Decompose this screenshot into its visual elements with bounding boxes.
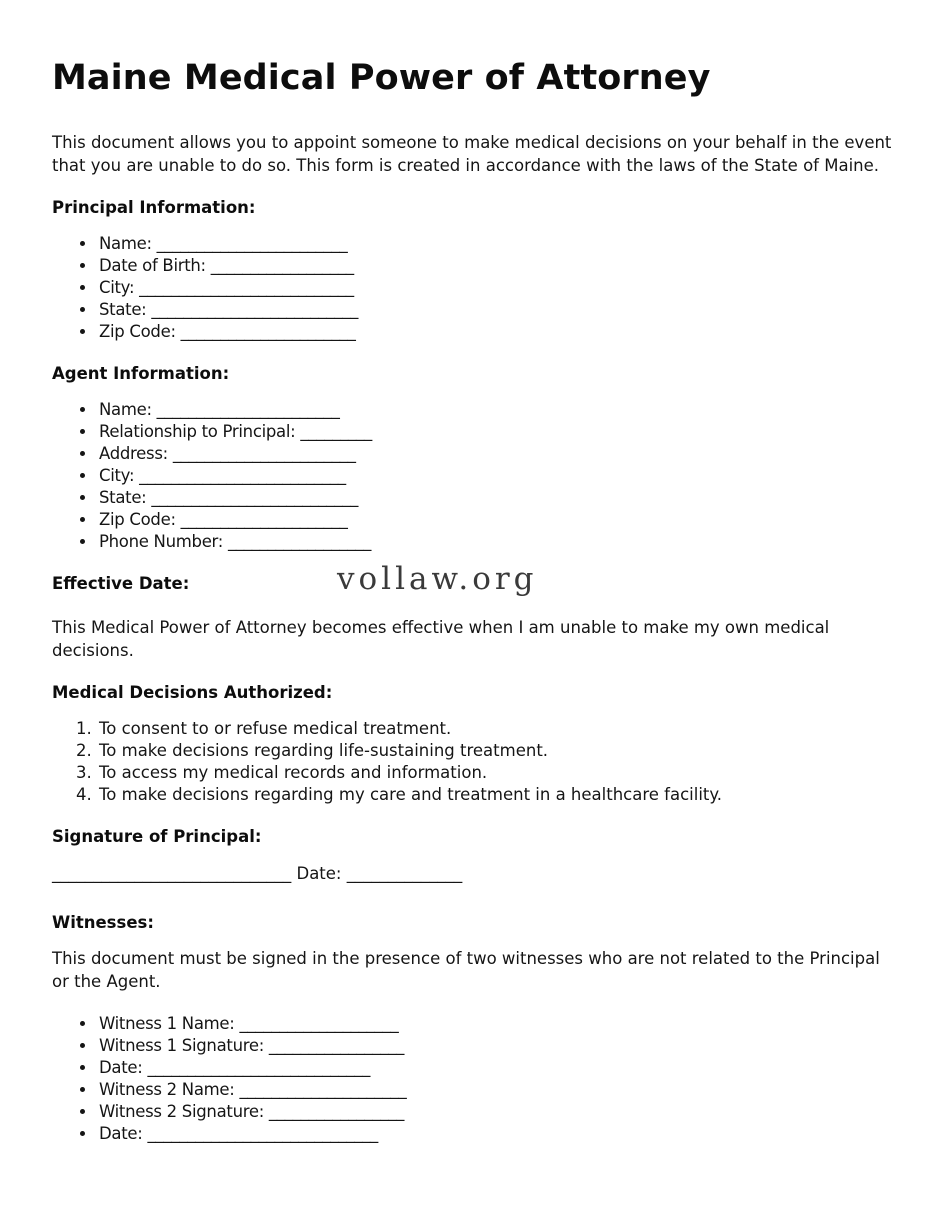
list-item: [97, 740, 892, 762]
list-item: [97, 1123, 892, 1145]
list-item: [97, 255, 892, 277]
agent-field-name: Name: _______________________: [99, 400, 340, 420]
list-item: [97, 399, 892, 421]
list-item: [97, 277, 892, 299]
principal-field-name: Name: ________________________: [99, 234, 348, 254]
agent-field-state: State: __________________________: [99, 488, 359, 508]
list-item: [97, 718, 892, 740]
medical-decision-item-1: To consent to or refuse medical treatment.: [99, 719, 452, 739]
list-item: [97, 487, 892, 509]
medical-decision-item-3: To access my medical records and information.: [99, 763, 488, 783]
principal-field-date-of-birth: Date of Birth: __________________: [99, 256, 354, 276]
document-content: [52, 58, 892, 1165]
witness-2-date-field: Date: _____________________________: [99, 1124, 378, 1144]
list-item: [97, 1079, 892, 1101]
watermark-vollaw: vollaw.org: [337, 561, 538, 598]
list-item: [97, 299, 892, 321]
witness-2-name-field: Witness 2 Name: _____________________: [99, 1080, 407, 1100]
agent-field-phone-number: Phone Number: __________________: [99, 532, 372, 552]
signature-line-with-date: _____________________________ Date: ______________: [52, 864, 463, 884]
medical-decision-item-2: To make decisions regarding life-sustaining treatment.: [99, 741, 549, 761]
principal-field-city: City: ___________________________: [99, 278, 354, 298]
section-heading-effective-date: Effective Date:: [52, 574, 190, 594]
list-item: [97, 1101, 892, 1123]
witnesses-list: [52, 1013, 892, 1145]
list-item: [97, 1057, 892, 1079]
witness-2-signature-field: Witness 2 Signature: _________________: [99, 1102, 405, 1122]
list-item: [97, 233, 892, 255]
section-heading-principal-information: Principal Information:: [52, 198, 256, 218]
list-item: [97, 509, 892, 531]
principal-information-list: [52, 233, 892, 343]
witnesses-body: This document must be signed in the presence of two witnesses who are not related to the Principal or the Agent.: [52, 949, 880, 991]
list-item: [97, 421, 892, 443]
list-item: [97, 1035, 892, 1057]
list-item: [97, 1013, 892, 1035]
section-heading-witnesses: Witnesses:: [52, 913, 154, 933]
section-heading-medical-decisions-authorized: Medical Decisions Authorized:: [52, 683, 333, 703]
principal-field-zip-code: Zip Code: ______________________: [99, 322, 356, 342]
effective-date-body: This Medical Power of Attorney becomes effective when I am unable to make my own medical decisions.: [52, 618, 830, 660]
agent-field-address: Address: _______________________: [99, 444, 356, 464]
section-heading-signature-of-principal: Signature of Principal:: [52, 827, 262, 847]
principal-field-state: State: __________________________: [99, 300, 359, 320]
intro-paragraph: This document allows you to appoint someone to make medical decisions on your behalf in the event that you are unable to do so. This form is created in accordance with the laws of the State of Maine.: [52, 133, 892, 175]
medical-decision-item-4: To make decisions regarding my care and treatment in a healthcare facility.: [99, 785, 723, 805]
list-item: [97, 784, 892, 806]
witness-1-name-field: Witness 1 Name: ____________________: [99, 1014, 399, 1034]
page-title: Maine Medical Power of Attorney: [52, 58, 711, 98]
list-item: [97, 762, 892, 784]
witness-1-date-field: Date: ____________________________: [99, 1058, 371, 1078]
list-item: [97, 443, 892, 465]
agent-field-city: City: __________________________: [99, 466, 346, 486]
list-item: [97, 321, 892, 343]
list-item: [97, 465, 892, 487]
medical-decisions-list: [52, 718, 892, 806]
list-item: [97, 531, 892, 553]
effective-date-heading-row: [52, 561, 892, 603]
agent-information-list: [52, 399, 892, 553]
section-heading-agent-information: Agent Information:: [52, 364, 230, 384]
agent-field-zip-code: Zip Code: _____________________: [99, 510, 348, 530]
agent-field-relationship: Relationship to Principal: _________: [99, 422, 372, 442]
witness-1-signature-field: Witness 1 Signature: _________________: [99, 1036, 405, 1056]
